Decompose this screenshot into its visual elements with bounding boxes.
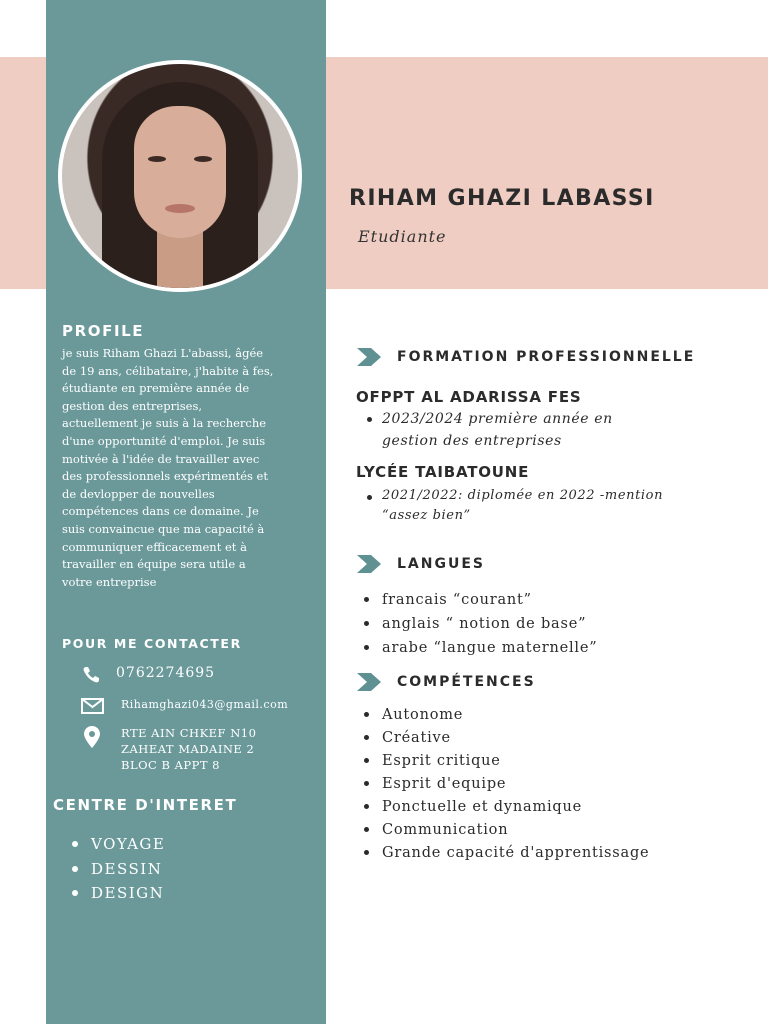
contact-address — [80, 725, 256, 773]
language-item: anglais “ notion de base” — [364, 613, 597, 637]
language-item: francais “courant” — [364, 589, 597, 613]
skill-item: Créative — [364, 727, 649, 750]
school-name: OFPPT AL ADARISSA FES — [356, 388, 582, 406]
skills-section-header — [357, 673, 536, 691]
contact-email — [80, 696, 288, 716]
education-detail — [382, 486, 712, 526]
formation-title: FORMATION PROFESSIONNELLE — [397, 349, 696, 365]
chevron-right-icon — [357, 348, 383, 366]
candidate-name: RIHAM GHAZI LABASSI — [349, 186, 655, 211]
location-pin-icon — [80, 725, 106, 745]
skill-item: Ponctuelle et dynamique — [364, 796, 649, 819]
language-item: arabe “langue maternelle” — [364, 637, 597, 661]
formation-section-header — [357, 348, 695, 366]
school-name: LYCÉE TAIBATOUNE — [356, 463, 530, 481]
education-detail-line: gestion des entreprises — [382, 433, 562, 449]
address-block — [121, 725, 256, 773]
interest-item: DESSIN — [72, 857, 165, 882]
languages-section-header — [357, 555, 485, 573]
skill-item: Autonome — [364, 704, 649, 727]
email-address[interactable]: Rihamghazi043@gmail.com — [121, 698, 289, 711]
skill-item: Esprit critique — [364, 750, 649, 773]
education-detail — [382, 408, 712, 452]
skill-item: Communication — [364, 819, 649, 842]
envelope-icon — [80, 696, 106, 716]
contact-heading: POUR ME CONTACTER — [62, 636, 242, 651]
education-detail-line: 2023/2024 première année en — [382, 411, 613, 427]
chevron-right-icon — [357, 555, 383, 573]
profile-heading: PROFILE — [62, 322, 145, 340]
education-detail-line: “assez bien” — [382, 508, 471, 523]
interest-item: VOYAGE — [72, 832, 165, 857]
phone-number[interactable]: 0762274695 — [116, 665, 216, 681]
skills-list — [364, 704, 649, 865]
education-detail-line: 2021/2022: diplomée en 2022 -mention — [382, 488, 664, 503]
phone-icon — [80, 665, 106, 685]
interest-item: DESIGN — [72, 881, 165, 906]
candidate-role: Etudiante — [358, 227, 447, 246]
profile-text: je suis Riham Ghazi L'abassi, âgée de 19 ans, célibataire, j'habite à fes, étudiante en première année de gestion des entreprises, actuellement je suis à la recherche d'une opportunité d'emploi. Je suis motivée à l'idée de travailler avec des professionnels expérimentés et de devlopper de nouvelles compétences dans ce domaine. Je suis convaincue que ma capacité à communiquer efficacement et à travailler en équipe sera utile a votre entreprise — [62, 346, 274, 589]
chevron-right-icon — [357, 673, 383, 691]
address-line: BLOC B APPT 8 — [121, 758, 220, 772]
contact-phone — [80, 665, 215, 685]
languages-title: LANGUES — [397, 556, 485, 572]
skill-item: Esprit d'equipe — [364, 773, 649, 796]
address-line: ZAHEAT MADAINE 2 — [121, 742, 255, 756]
interests-list — [72, 832, 165, 906]
address-line: RTE AIN CHKEF N10 — [121, 726, 257, 740]
skill-item: Grande capacité d'apprentissage — [364, 842, 649, 865]
skills-title: COMPÉTENCES — [397, 674, 536, 690]
languages-list — [364, 589, 597, 661]
profile-photo — [58, 60, 302, 292]
interests-heading: CENTRE D'INTERET — [53, 796, 238, 814]
